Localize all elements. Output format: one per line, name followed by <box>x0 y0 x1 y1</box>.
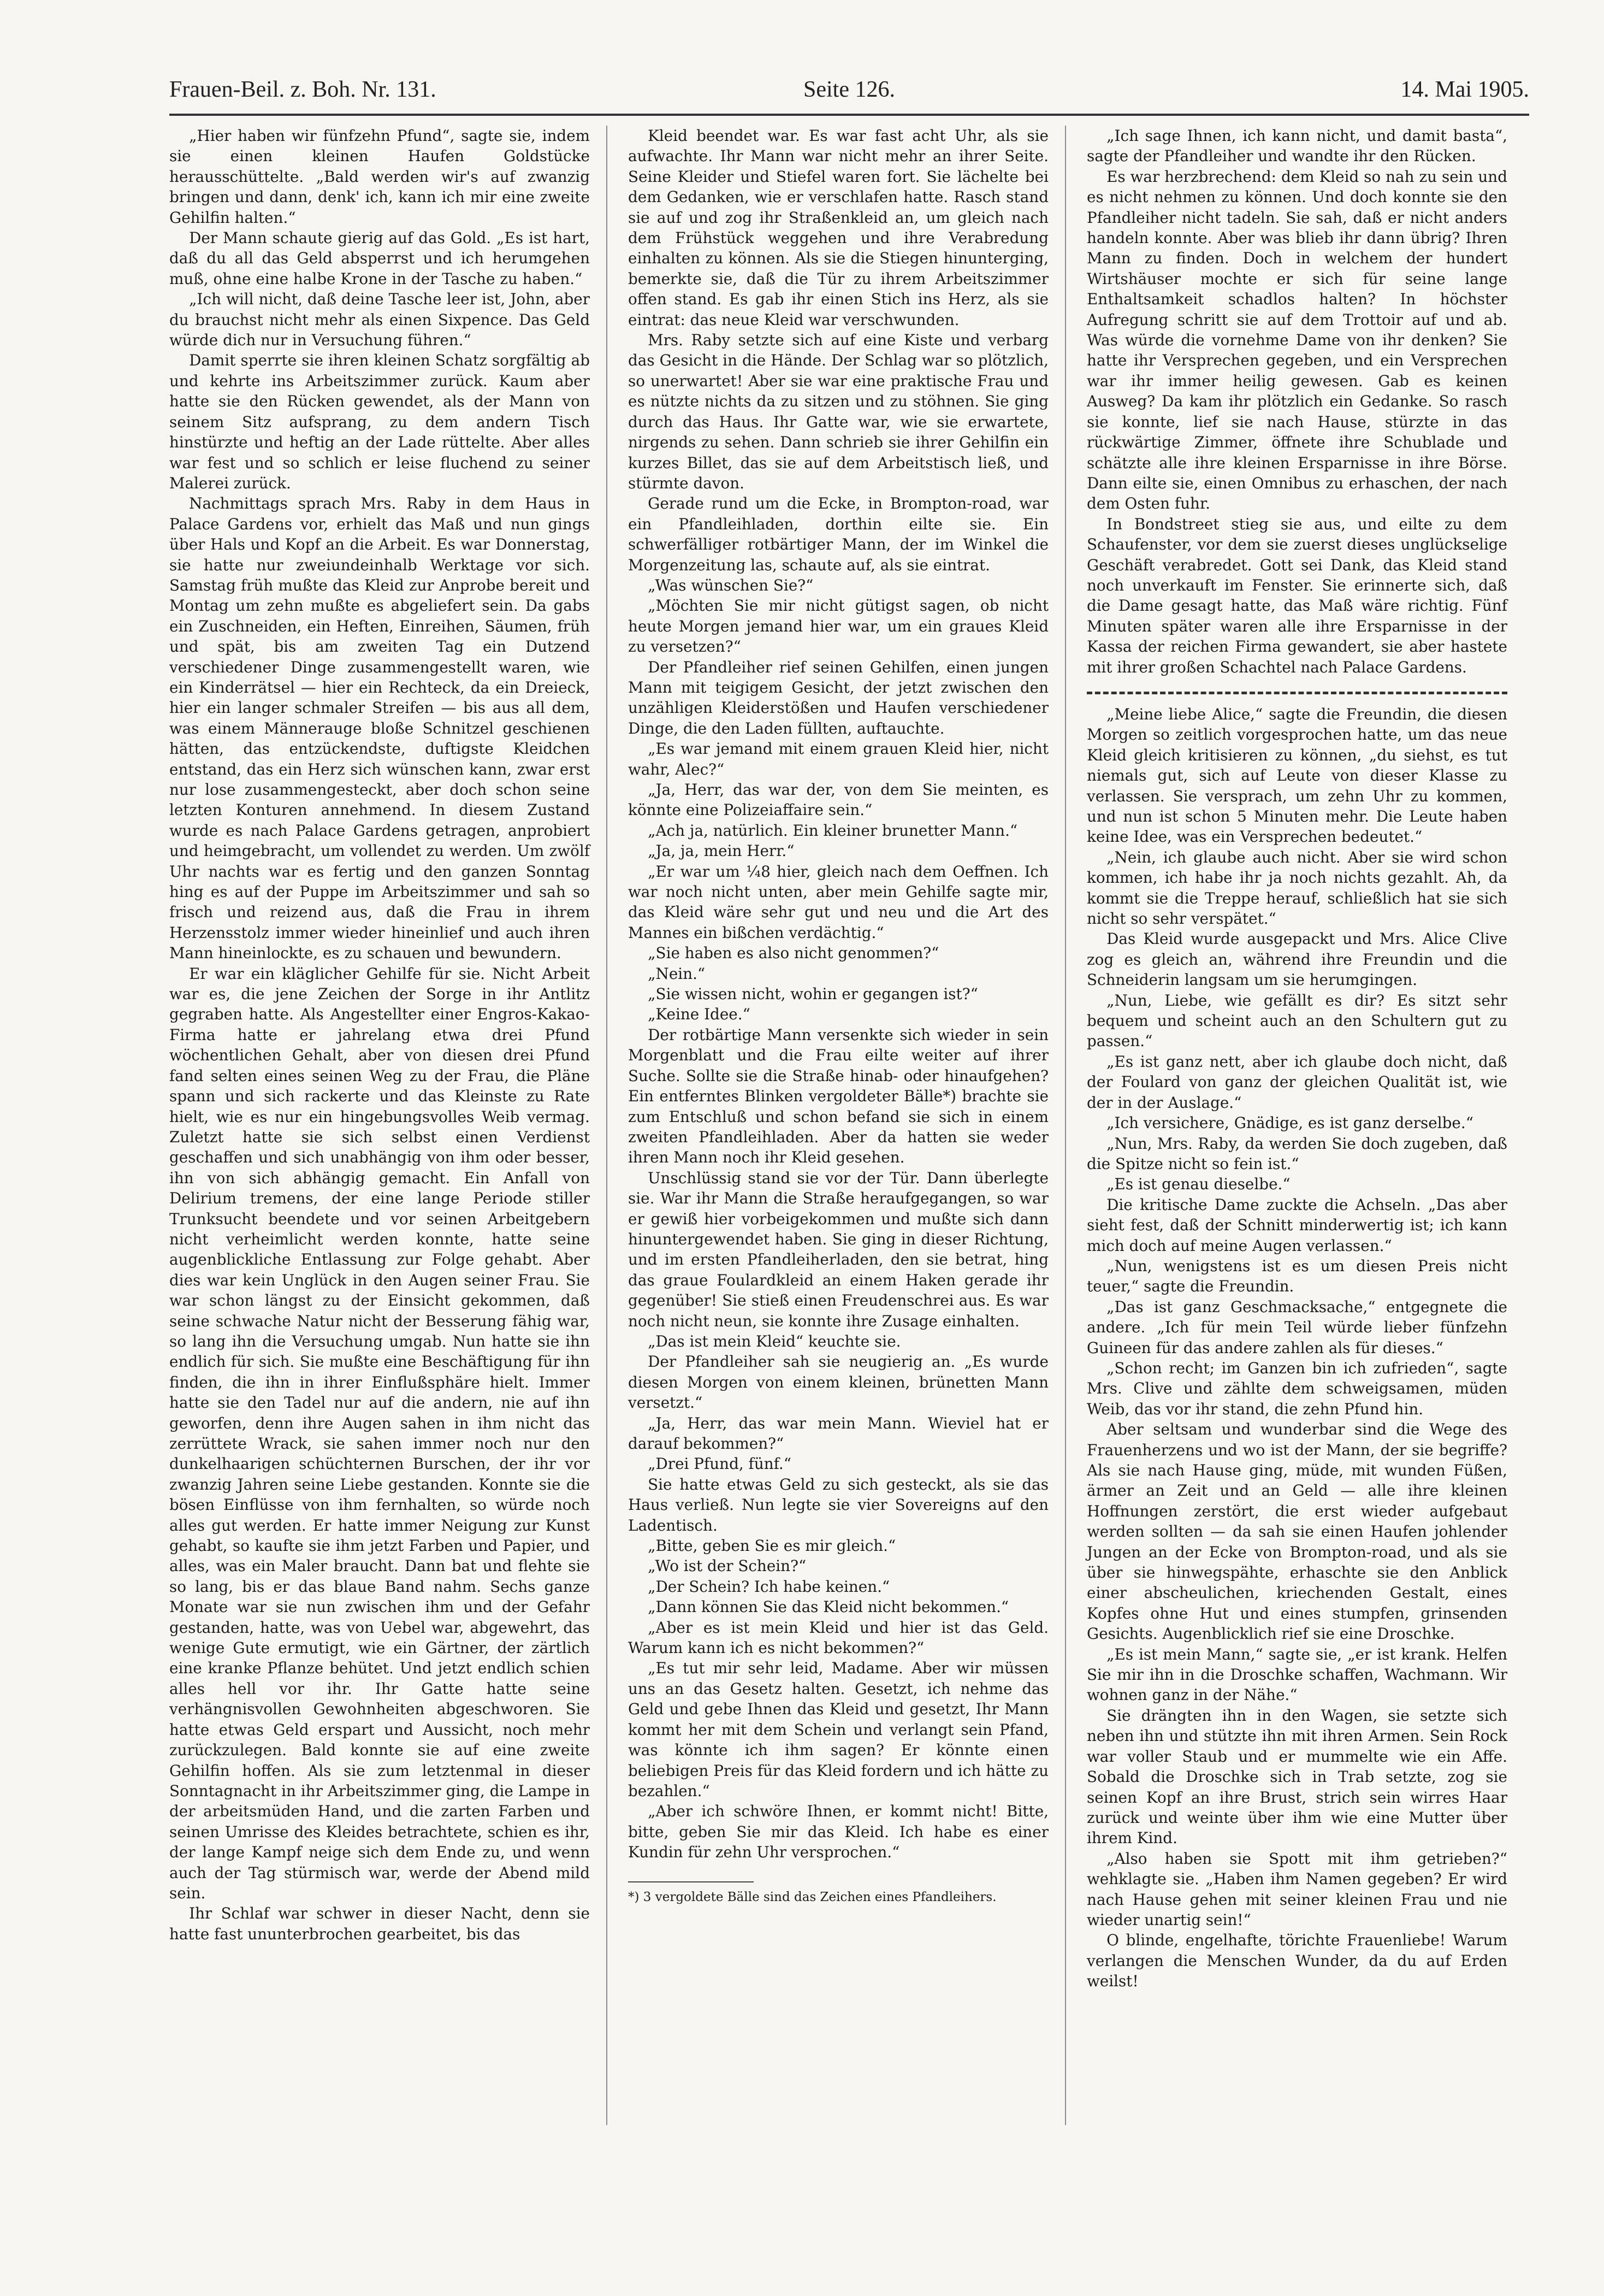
paragraph: Kleid beendet war. Es war fast acht Uhr, als sie aufwachte. Ihr Mann war nicht mehr an ihrer Seite. Seine Kleider und Stiefel waren fort. Sie lächelte bei dem Gedanken, wie er verschlafen hatte. Rasch stand sie auf und zog ihr Straßenkleid an, um gleich nach dem Frühstück weggehen und ihre Verabredung einhalten zu können. Als sie die Stiegen hinunterging, bemerkte sie, daß die Tür zu ihrem Arbeitszimmer offen stand. Es gab ihr einen Stich ins Herz, als sie eintrat: das neue Kleid war verschwunden. <box>628 127 1049 329</box>
column-divider <box>1065 126 1066 2125</box>
paragraph: Der Pfandleiher sah sie neugierig an. „Es wurde diesen Morgen von einem kleinen, brünetten Mann versetzt.“ <box>628 1353 1049 1412</box>
text-column-left <box>169 126 590 1944</box>
paragraph: „Nun, Liebe, wie gefällt es dir? Es sitzt sehr bequem und scheint auch an den Schultern gut zu passen.“ <box>1087 991 1507 1050</box>
paragraph: „Der Schein? Ich habe keinen.“ <box>648 1577 890 1596</box>
header-publication: Frauen-Beil. z. Boh. Nr. 131. <box>169 77 436 102</box>
paragraph: „Keine Idee.“ <box>648 1005 750 1024</box>
paragraph: Die kritische Dame zuckte die Achseln. „Das aber sieht fest, daß der Schnitt minderwertig ist; ich kann mich doch auf meine Augen verlassen.“ <box>1087 1195 1507 1255</box>
paragraph: „Was wünschen Sie?“ <box>648 576 814 594</box>
paragraph: „Nein, ich glaube auch nicht. Aber sie wird schon kommen, ich habe ihr ja noch nichts gezahlt. Ah, da kommt sie die Treppe herauf, schließlich hat sie sich nicht so sehr verspätet.“ <box>1087 848 1507 928</box>
paragraph: Es war herzbrechend: dem Kleid so nah zu sein und es nicht nehmen zu können. Und doch konnte sie den Pfandleiher nicht tadeln. Sie sah, daß er nicht anders handeln konnte. Aber was blieb ihr dann übrig? Ihren Mann zu finden. Doch in welchem der hundert Wirtshäuser mochte er sich für seine lange Enthaltsamkeit schadlos halten? In höchster Aufregung schritt sie auf dem Trottoir auf und ab. Was würde die vornehme Dame von ihr denken? Sie hatte ihr Versprechen gegeben, und ein Versprechen war ihr immer heilig gewesen. Gab es keinen Ausweg? Da kam ihr plötzlich ein Gedanke. So rasch sie konnte, lief sie nach Hause, stürzte in das rückwärtige Zimmer, öffnete ihre Schublade und schätzte alle ihre kleinen Ersparnisse in ihre Börse. Dann eilte sie, einen Omnibus zu erhaschen, der nach dem Osten fuhr. <box>1087 167 1507 513</box>
paragraph: Er war ein kläglicher Gehilfe für sie. Nicht Arbeit war es, die jene Zeichen der Sorge in ihr Antlitz gegraben hatte. Als Angestellter einer Engros-Kakao-Firma hatte er jahrelang etwa drei Pfund wöchentlichen Gehalt, aber von diesen drei Pfund fand selten eines seinen Weg zu der Frau, die Pläne spann und sich rackerte und das Kleinste zu Rate hielt, wie es nur ein hingebungsvolles Weib vermag. Zuletzt hatte sie sich selbst einen Verdienst geschaffen und sich unabhängig von ihm oder besser, ihn von sich abhängig gemacht. Ein Anfall von Delirium tremens, der eine lange Periode stiller Trunksucht beendete und vor seinen Arbeitgebern nicht verheimlicht werden konnte, hatte seine augenblickliche Entlassung zur Folge gehabt. Aber dies war kein Unglück in den Augen seiner Frau. Sie war schon längst zu der Einsicht gekommen, daß seine schwache Natur nicht der Besserung fähig war, so lang ihn die Versuchung umgab. Nun hatte sie ihn endlich für sich. Sie mußte eine Beschäftigung für ihn finden, die ihn in ihrer Einflußsphäre hielt. Immer hatte sie den Tadel nur auf die andern, nie auf ihn geworfen, denn ihre Augen sahen in ihm nicht das zerrüttete Wrack, sie sahen immer noch nur den dunkelhaarigen schüchternen Burschen, der ihr vor zwanzig Jahren seine Liebe gestanden. Konnte sie die bösen Einflüsse von ihm fernhalten, so würde noch alles gut werden. Er hatte immer Neigung zur Kunst gehabt, so kaufte sie ihm jetzt Farben und Papier, und alles, was ein Maler braucht. Dann bat und flehte sie so lang, bis er das blaue Band nahm. Sechs ganze Monate war sie nun zwischen ihm und der Gefahr gestanden, hatte, was von Uebel war, abgewehrt, das wenige Gute ermutigt, wie ein Gärtner, der zärtlich eine kranke Pflanze behütet. Und jetzt endlich schien alles hell vor ihr. Ihr Gatte hatte seine verhängnisvollen Gewohnheiten abgeschworen. Sie hatte etwas Geld erspart und Aussicht, noch mehr zurückzulegen. Bald konnte sie auf eine zweite Gehilfin hoffen. Als sie zum letztenmal in dieser Sonntagnacht in ihr Arbeitszimmer ging, die Lampe in der arbeitsmüden Hand, und die zarten Farben und seinen Umrisse des Kleides betrachtete, schien es ihr, der lange Kampf neige sich dem Ende zu, und wenn auch der Tag stürmisch war, werde der Abend mild sein. <box>169 964 590 1902</box>
header-rule <box>169 114 1529 116</box>
paragraph: „Ich versichere, Gnädige, es ist ganz derselbe.“ <box>1106 1114 1473 1132</box>
paragraph: Unschlüssig stand sie vor der Tür. Dann überlegte sie. War ihr Mann die Straße heraufgegangen, so war er gewiß hier vorbeigekommen und mußte sich dann hinuntergewendet haben. Sie ging in dieser Richtung, und im ersten Pfandleiherladen, den sie betrat, hing das graue Foulardkleid an einem Haken gerade ihr gegenüber! Sie stieß einen Freudenschrei aus. Es war noch nicht neun, sie konnte ihre Zusage einhalten. <box>628 1168 1049 1330</box>
paragraph: „Schon recht; im Ganzen bin ich zufrieden“, sagte Mrs. Clive und zählte dem schweigsamen, müden Weib, das vor ihr stand, die zehn Pfund hin. <box>1087 1359 1507 1418</box>
paragraph: Gerade rund um die Ecke, in Brompton-road, war ein Pfandleihladen, dorthin eilte sie. Ein schwerfälliger rotbärtiger Mann, der im Winkel die Morgenzeitung las, schaute auf, als sie eintrat. <box>628 494 1049 574</box>
paragraph: Der Pfandleiher rief seinen Gehilfen, einen jungen Mann mit teigigem Gesicht, der jetzt zwischen den unzähligen Kleiderstößen und Haufen verschiedener Dinge, die den Laden füllten, auftauchte. <box>628 658 1049 737</box>
paragraph: Der Mann schaute gierig auf das Gold. „Es ist hart, daß du all das Geld absperrst und ich herumgehen muß, ohne eine halbe Krone in der Tasche zu haben.“ <box>169 229 590 288</box>
paragraph: „Nun, Mrs. Raby, da werden Sie doch zugeben, daß die Spitze nicht so fein ist.“ <box>1087 1134 1507 1173</box>
paragraph: Damit sperrte sie ihren kleinen Schatz sorgfältig ab und kehrte ins Arbeitszimmer zurück. Kaum aber hatte sie den Rücken gewendet, als der Mann von seinem Sitz aufsprang, zu dem andern Tisch hinstürzte und heftig an der Lade rüttelte. Aber alles war fest und so schlich er leise fluchend zu seiner Malerei zurück. <box>169 351 590 492</box>
paragraph: „Nun, wenigstens ist es um diesen Preis nicht teuer,“ sagte die Freundin. <box>1087 1256 1507 1296</box>
paragraph: „Ich will nicht, daß deine Tasche leer ist, John, aber du brauchst nicht mehr als einen Sixpence. Das Geld würde dich nur in Versuchung führen.“ <box>169 290 590 350</box>
paragraph: „Bitte, geben Sie es mir gleich.“ <box>648 1537 896 1555</box>
paragraph: „Möchten Sie mir nicht gütigst sagen, ob nicht heute Morgen jemand hier war, um ein graues Kleid zu versetzen?“ <box>628 597 1049 656</box>
paragraph: „Ja, Herr, das war der, von dem Sie meinten, es könnte eine Polizeiaffaire sein.“ <box>628 781 1049 819</box>
paragraph: O blinde, engelhafte, törichte Frauenliebe! Warum verlangen die Menschen Wunder, da du auf Erden weilst! <box>1087 1931 1507 1991</box>
paragraph: „Sie wissen nicht, wohin er gegangen ist?“ <box>648 985 978 1004</box>
paragraph: Der rotbärtige Mann versenkte sich wieder in sein Morgenblatt und die Frau eilte weiter auf ihrer Suche. Sollte sie die Straße hinab- oder hinaufgehen? Ein entferntes Blinken vergoldeter Bälle*) brachte sie zum Entschluß und schon befand sie sich in einem zweiten Pfandleihladen. Aber da hatten sie weder ihren Mann noch ihr Kleid gesehen. <box>628 1025 1049 1167</box>
paragraph: „Es ist mein Mann,“ sagte sie, „er ist krank. Helfen Sie mir ihn in die Droschke schaffen, Wachmann. Wir wohnen ganz in der Nähe.“ <box>1087 1645 1507 1704</box>
paragraph: „Es war jemand mit einem grauen Kleid hier, nicht wahr, Alec?“ <box>628 740 1049 778</box>
paragraph: „Wo ist der Schein?“ <box>648 1557 807 1575</box>
paragraph: „Das ist ganz Geschmacksache,“ entgegnete die andere. „Ich für mein Teil würde lieber fünfzehn Guineen für das andere zahlen als für dieses.“ <box>1087 1297 1507 1357</box>
text-column-middle <box>628 126 1049 1906</box>
paragraph: Ihr Schlaf war schwer in dieser Nacht, denn sie hatte fast ununterbrochen gearbeitet, bis das <box>169 1904 590 1943</box>
paragraph: „Sie haben es also nicht genommen?“ <box>648 944 939 963</box>
paragraph: Aber seltsam und wunderbar sind die Wege des Frauenherzens und wo ist der Mann, der sie begriffe? Als sie nach Hause ging, müde, mit wunden Füßen, ärmer an Zeit und an Geld — alle ihre kleinen Hoffnungen zerstört, die erst wieder aufgebaut werden sollten — da sah sie einen Haufen johlender Jungen an der Ecke von Brompton-road, und als sie über sie hinwegspähte, erhaschte sie den Anblick einer abscheulichen, kriechenden Gestalt, eines Kopfes ohne Hut und eines stumpfen, grinsenden Gesichts. Augenblicklich rief sie eine Droschke. <box>1087 1420 1507 1643</box>
text-column-right <box>1087 126 1507 1992</box>
paragraph: „Ja, ja, mein Herr.“ <box>648 842 795 860</box>
paragraph: In Bondstreet stieg sie aus, und eilte zu dem Schaufenster, vor dem sie zuerst dieses unglückselige Geschäft verabredet. Gott sei Dank, das Kleid stand noch unverkauft im Fenster. Sie erinnerte sich, daß die Dame gesagt hatte, das Maß wäre richtig. Fünf Minuten später waren alle ihre Ersparnisse in der Kassa der reichen Firma gewandert, sie aber hastete mit ihrer großen Schachtel nach Palace Gardens. <box>1087 515 1507 676</box>
paragraph: „Ja, Herr, das war mein Mann. Wieviel hat er darauf bekommen?“ <box>628 1414 1049 1453</box>
paragraph: Sie hatte etwas Geld zu sich gesteckt, als sie das Haus verließ. Nun legte sie vier Sovereigns auf den Ladentisch. <box>628 1475 1049 1534</box>
page-header <box>169 76 1529 109</box>
paragraph: Nachmittags sprach Mrs. Raby in dem Haus in Palace Gardens vor, erhielt das Maß und nun gings über Hals und Kopf an die Arbeit. Es war Donnerstag, sie hatte nur zweiundeinhalb Werktage vor sich. Samstag früh mußte das Kleid zur Anprobe bereit und Montag um zehn mußte es abgeliefert sein. Da gabs ein Zuschneiden, ein Heften, Einreihen, Säumen, früh und spät, bis am zweiten Tag ein Dutzend verschiedener Dinge zusammengestellt waren, wie ein Kinderrätsel — hier ein Rechteck, da ein Dreieck, hier ein langer schmaler Streifen — bis aus all dem, was einem Männerauge bloße Schnitzel geschienen hätten, das entzückendste, duftigste Kleidchen entstand, das ein Herz sich wünschen kann, zwar erst nur lose zusammengesteckt, aber doch schon seine letzten Konturen annehmend. In diesem Zustand wurde es nach Palace Gardens getragen, anprobiert und heimgebracht, um vollendet zu werden. Um zwölf Uhr nachts war es fertig und den ganzen Sonntag hing es auf der Puppe im Arbeitszimmer und sah so frisch und reizend aus, daß die Frau in ihrem Herzensstolz immer wieder hineinlief und auch ihren Mann hineinlockte, es zu schauen und bewundern. <box>169 494 590 963</box>
paragraph: „Es tut mir sehr leid, Madame. Aber wir müssen uns an das Gesetz halten. Gesetzt, ich nehme das Geld und gebe Ihnen das Kleid und gesetzt, Ihr Mann kommt her mit dem Schein und verlangt sein Pfand, was könnte ich ihm sagen? Er könnte einen beliebigen Preis für das Kleid fordern und ich hätte zu bezahlen.“ <box>628 1659 1049 1800</box>
paragraph: Das Kleid wurde ausgepackt und Mrs. Alice Clive zog es gleich an, während ihre Freundin und die Schneiderin langsam um sie herumgingen. <box>1087 930 1507 989</box>
paragraph: „Aber ich schwöre Ihnen, er kommt nicht! Bitte, bitte, geben Sie mir das Kleid. Ich habe es einer Kundin für zehn Uhr versprochen.“ <box>628 1802 1049 1862</box>
paragraph: Mrs. Raby setzte sich auf eine Kiste und verbarg das Gesicht in die Hände. Der Schlag war so plötzlich, so unerwartet! Aber sie war eine praktische Frau und es nützte nichts da zu sitzen und zu stöhnen. Sie ging durch das Haus. Ihr Gatte war, wie sie erwartete, nirgends zu sehen. Dann schrieb sie ihrer Gehilfin ein kurzes Billet, das sie auf dem Arbeitstisch ließ, und stürmte davon. <box>628 331 1049 492</box>
footnote-rule <box>628 1881 754 1882</box>
header-date: 14. Mai 1905. <box>1400 77 1529 102</box>
paragraph: „Ich sage Ihnen, ich kann nicht, und damit basta“, sagte der Pfandleiher und wandte ihr den Rücken. <box>1087 127 1507 166</box>
paragraph: „Also haben sie Spott mit ihm getrieben?“ wehklagte sie. „Haben ihm Namen gegeben? Er wird nach Hause gehen mit seiner kleinen Frau und nie wieder unartig sein!“ <box>1087 1849 1507 1929</box>
paragraph: „Ach ja, natürlich. Ein kleiner brunetter Mann.“ <box>648 821 1018 840</box>
paragraph: „Dann können Sie das Kleid nicht bekommen.“ <box>648 1598 1009 1616</box>
column-divider <box>606 126 607 2125</box>
paragraph: „Es ist ganz nett, aber ich glaube doch nicht, daß der Foulard von ganz der gleichen Qualität ist, wie der in der Auslage.“ <box>1087 1052 1507 1112</box>
paragraph: „Drei Pfund, fünf.“ <box>648 1455 791 1473</box>
paragraph: „Er war um ¼8 hier, gleich nach dem Oeffnen. Ich war noch nicht unten, aber mein Gehilfe sagte mir, das Kleid wäre sehr gut und neu und die Art des Mannes ein bißchen verdächtig.“ <box>628 862 1049 942</box>
paragraph: „Hier haben wir fünfzehn Pfund“, sagte sie, indem sie einen kleinen Haufen Goldstücke herausschüttelte. „Bald werden wir's auf zwanzig bringen und dann, denk' ich, kann ich mir eine zweite Gehilfin halten.“ <box>169 127 590 227</box>
paragraph: „Das ist mein Kleid“ keuchte sie. <box>648 1332 901 1350</box>
header-page-number: Seite 126. <box>803 77 895 102</box>
footnote: *) 3 vergoldete Bälle sind das Zeichen eines Pfandleihers. <box>628 1890 997 1904</box>
section-divider <box>1087 692 1507 694</box>
paragraph: „Meine liebe Alice,“ sagte die Freundin, die diesen Morgen so zeitlich vorgesprochen hatte, um das neue Kleid gleich kritisieren zu können, „du siehst, es tut niemals gut, sich auf Leute von dieser Klasse zu verlassen. Sie versprach, um zehn Uhr zu kommen, und nun ist schon 5 Minuten mehr. Die Leute haben keine Idee, was ein Versprechen bedeutet.“ <box>1087 705 1507 846</box>
paragraph: „Nein.“ <box>648 964 706 983</box>
paragraph: Sie drängten ihn in den Wagen, sie setzte sich neben ihn und stützte ihn mit ihren Armen. Sein Rock war voller Staub und er mummelte wie ein Affe. Sobald die Droschke sich in Trab setzte, zog sie seinen Kopf an ihre Brust, strich sein wirres Haar zurück und weinte über ihm wie eine Mutter über ihrem Kind. <box>1087 1706 1507 1848</box>
paragraph: „Es ist genau dieselbe.“ <box>1106 1175 1291 1194</box>
paragraph: „Aber es ist mein Kleid und hier ist das Geld. Warum kann ich es nicht bekommen?“ <box>628 1618 1049 1657</box>
